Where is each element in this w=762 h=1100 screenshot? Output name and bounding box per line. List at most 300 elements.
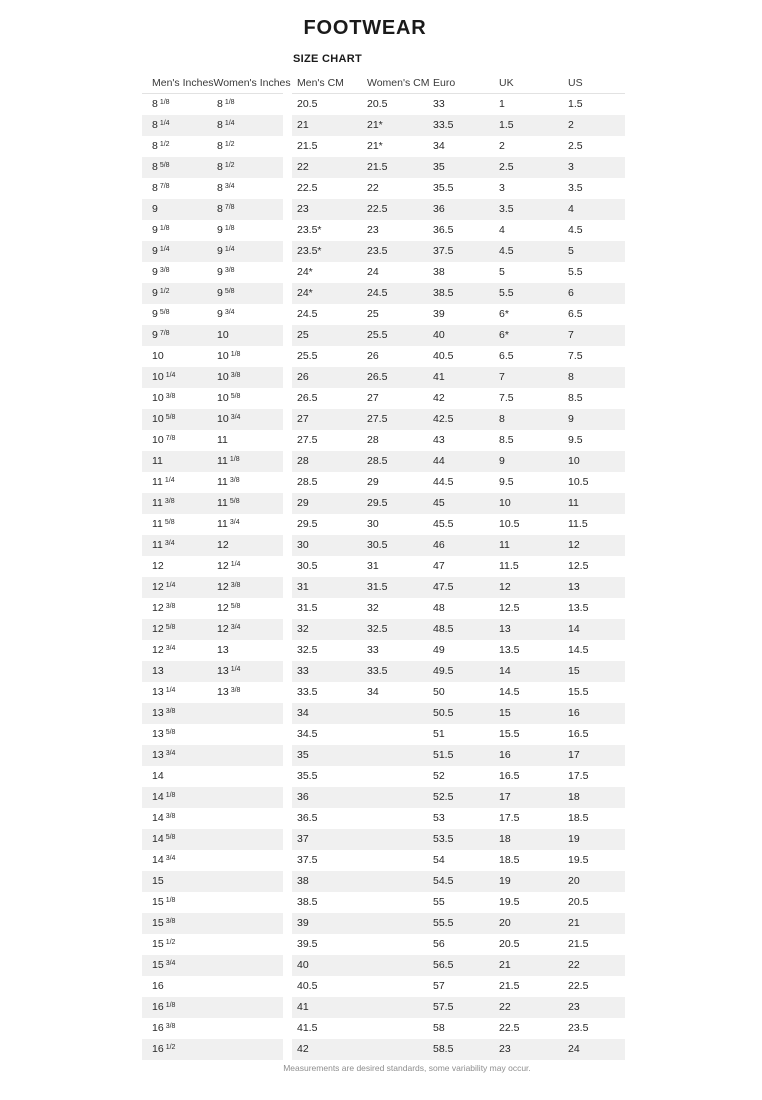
table-cell [362, 745, 428, 766]
table-cell [217, 829, 283, 850]
table-cell: 14 $^{3/4}$ [152, 854, 176, 866]
table-cell: 11 $^{3/4}$ [152, 539, 175, 551]
table-cell: 13 $^{1/4}$ [152, 686, 176, 698]
table-cell [217, 871, 283, 892]
table-cell: 9 $^{3/8}$ [217, 266, 235, 278]
table-row [292, 787, 625, 808]
table-cell: 10 $^{7/8}$ [152, 434, 176, 446]
table-cell: 9 $^{1/2}$ [152, 287, 170, 299]
table-cell: 30 [367, 518, 379, 530]
table-cell: 21 [297, 119, 309, 131]
table-cell: 43 [433, 434, 445, 446]
table-cell: 38 [433, 266, 445, 278]
table-cell: 12.5 [499, 602, 520, 614]
table-cell: 56.5 [433, 959, 454, 971]
table-cell: 13.5 [568, 602, 589, 614]
table-cell: 11.5 [499, 560, 519, 572]
table-cell: 15 [152, 875, 164, 887]
table-cell: 41.5 [297, 1022, 318, 1034]
table-row [142, 682, 283, 703]
table-cell: 17.5 [568, 770, 589, 782]
table-row [292, 934, 625, 955]
table-cell: 28.5 [367, 455, 388, 467]
table-row [142, 997, 283, 1018]
table-row [142, 283, 283, 304]
table-cell: 35.5 [297, 770, 318, 782]
column-header-us: US [568, 77, 583, 89]
table-cell: 8 $^{1/2}$ [217, 161, 235, 173]
table-cell: 11 [217, 434, 228, 446]
table-cell: 15 $^{3/4}$ [152, 959, 176, 971]
table-row [292, 325, 625, 346]
table-cell: 52.5 [433, 791, 454, 803]
table-row [142, 829, 283, 850]
page-title: FOOTWEAR [303, 17, 427, 39]
table-row [142, 115, 283, 136]
table-cell: 18 [568, 791, 580, 803]
table-cell: 9 $^{3/8}$ [152, 266, 170, 278]
table-cell [362, 766, 428, 787]
table-cell: 10 $^{3/8}$ [152, 392, 176, 404]
table-cell: 14 $^{5/8}$ [152, 833, 176, 845]
table-row [142, 892, 283, 913]
table-cell: 23.5 [568, 1022, 589, 1034]
table-cell: 12 $^{3/8}$ [152, 602, 176, 614]
table-cell: 29 [367, 476, 379, 488]
table-row [292, 535, 625, 556]
table-cell: 15.5 [568, 686, 589, 698]
table-row [142, 409, 283, 430]
table-row [292, 283, 625, 304]
table-row [292, 241, 625, 262]
table-cell: 15 [568, 665, 580, 677]
table-cell: 40 [433, 329, 445, 341]
table-cell: 13 $^{3/8}$ [152, 707, 176, 719]
table-cell: 48.5 [433, 623, 454, 635]
table-row [142, 1018, 283, 1039]
table-cell: 2.5 [568, 140, 583, 152]
table-cell: 13 [499, 623, 511, 635]
table-cell: 16 [152, 980, 164, 992]
table-cell: 54 [433, 854, 445, 866]
table-cell [217, 892, 283, 913]
table-cell: 13 $^{3/8}$ [217, 686, 241, 698]
table-cell: 22 [367, 182, 379, 194]
table-row [142, 577, 283, 598]
table-cell: 24* [297, 266, 313, 278]
table-row [292, 388, 625, 409]
table-row [292, 766, 625, 787]
table-row [142, 766, 283, 787]
table-cell: 16 $^{3/8}$ [152, 1022, 176, 1034]
table-cell: 5 [499, 266, 505, 278]
table-row [142, 598, 283, 619]
table-cell: 19 [499, 875, 511, 887]
table-cell: 26.5 [297, 392, 318, 404]
table-cell: 13 [568, 581, 580, 593]
table-row [292, 640, 625, 661]
table-cell: 10 $^{3/4}$ [217, 413, 241, 425]
table-row [142, 325, 283, 346]
table-cell [362, 1018, 428, 1039]
table-cell: 16.5 [568, 728, 589, 740]
table-cell: 13.5 [499, 644, 520, 656]
table-cell: 10 $^{1/4}$ [152, 371, 176, 383]
table-row [142, 472, 283, 493]
table-cell [362, 955, 428, 976]
table-cell: 39 [433, 308, 445, 320]
table-cell: 23.5 [367, 245, 388, 257]
table-cell: 25.5 [367, 329, 388, 341]
table-cell: 11.5 [568, 518, 588, 530]
table-cell: 24 [367, 266, 379, 278]
table-row [142, 955, 283, 976]
table-cell: 19.5 [499, 896, 520, 908]
table-cell: 11 $^{1/8}$ [217, 455, 240, 467]
table-cell: 9.5 [568, 434, 583, 446]
table-cell: 22.5 [568, 980, 589, 992]
table-cell [362, 829, 428, 850]
table-cell: 29 [297, 497, 309, 509]
table-cell: 34 [367, 686, 379, 698]
table-row [292, 808, 625, 829]
table-row [142, 787, 283, 808]
table-row [142, 493, 283, 514]
table-cell: 25.5 [297, 350, 318, 362]
table-row [292, 829, 625, 850]
table-cell: 19 [568, 833, 580, 845]
table-cell [217, 808, 283, 829]
table-cell: 9 [152, 203, 158, 215]
table-cell: 7 [499, 371, 505, 383]
table-cell: 22 [568, 959, 580, 971]
table-cell: 7.5 [568, 350, 583, 362]
table-cell: 13 [152, 665, 164, 677]
table-row [142, 262, 283, 283]
table-cell: 5 [568, 245, 574, 257]
table-row [142, 619, 283, 640]
table-row [142, 1039, 283, 1060]
table-cell: 8.5 [568, 392, 583, 404]
table-cell [217, 787, 283, 808]
table-cell: 49.5 [433, 665, 454, 677]
table-cell: 15 [499, 707, 511, 719]
table-row [142, 976, 283, 997]
table-cell [362, 724, 428, 745]
table-cell: 9 $^{7/8}$ [152, 329, 170, 341]
table-cell: 21* [367, 119, 383, 131]
table-cell: 5.5 [499, 287, 514, 299]
table-cell: 28 [297, 455, 309, 467]
table-cell: 12 $^{1/4}$ [152, 581, 176, 593]
table-cell: 10 [217, 329, 229, 341]
table-cell: 8 $^{1/4}$ [152, 119, 170, 131]
table-cell [217, 1018, 283, 1039]
table-cell: 18.5 [568, 812, 589, 824]
table-cell [217, 745, 283, 766]
table-cell: 58 [433, 1022, 445, 1034]
table-cell: 35.5 [433, 182, 454, 194]
table-row [292, 619, 625, 640]
table-row [292, 1039, 625, 1060]
table-cell: 26.5 [367, 371, 388, 383]
table-cell: 10 $^{1/8}$ [217, 350, 241, 362]
table-cell: 33 [297, 665, 309, 677]
table-cell: 10 [568, 455, 580, 467]
table-cell: 11 $^{3/8}$ [152, 497, 175, 509]
table-cell: 56 [433, 938, 445, 950]
table-row [292, 682, 625, 703]
table-cell: 2.5 [499, 161, 514, 173]
table-cell [217, 913, 283, 934]
table-header-row [142, 73, 291, 94]
table-cell: 45 [433, 497, 445, 509]
table-cell: 16 $^{1/8}$ [152, 1001, 176, 1013]
table-cell: 4.5 [568, 224, 583, 236]
table-cell [217, 766, 283, 787]
table-row [142, 535, 283, 556]
table-cell: 34 [433, 140, 445, 152]
table-cell: 12 $^{1/4}$ [217, 560, 241, 572]
table-row [292, 913, 625, 934]
table-cell: 23.5* [297, 224, 322, 236]
table-cell: 4 [568, 203, 574, 215]
table-cell: 34.5 [297, 728, 318, 740]
table-cell: 20.5 [499, 938, 520, 950]
table-row [292, 997, 625, 1018]
table-cell: 32.5 [367, 623, 388, 635]
table-cell: 51 [433, 728, 445, 740]
size-chart-heading: SIZE CHART [293, 53, 362, 65]
table-row [142, 808, 283, 829]
table-cell: 40.5 [297, 980, 318, 992]
table-row [292, 115, 625, 136]
table-cell: 46 [433, 539, 445, 551]
table-row [292, 556, 625, 577]
table-cell: 21 [568, 917, 580, 929]
table-cell: 25 [297, 329, 309, 341]
cm-table-body [292, 94, 625, 1060]
table-cell: 1.5 [568, 98, 583, 110]
table-cell: 44 [433, 455, 445, 467]
table-cell: 21* [367, 140, 383, 152]
table-cell: 36.5 [433, 224, 454, 236]
table-cell: 9 $^{1/8}$ [217, 224, 235, 236]
table-cell: 41 [433, 371, 445, 383]
table-cell: 34 [297, 707, 309, 719]
table-row [292, 892, 625, 913]
table-cell: 14.5 [568, 644, 589, 656]
table-cell: 12 [217, 539, 229, 551]
table-cell: 53.5 [433, 833, 454, 845]
table-cell: 8 $^{1/2}$ [152, 140, 170, 152]
table-row [142, 640, 283, 661]
table-header-row [292, 73, 625, 94]
table-cell: 57 [433, 980, 445, 992]
table-cell: 20.5 [367, 98, 388, 110]
table-cell: 33.5 [297, 686, 318, 698]
table-cell: 8 $^{1/2}$ [217, 140, 235, 152]
inches-table-body [142, 94, 283, 1060]
table-cell: 8 $^{7/8}$ [152, 182, 170, 194]
table-cell: 6.5 [499, 350, 514, 362]
table-cell: 12 [568, 539, 580, 551]
table-cell: 12 [499, 581, 511, 593]
table-cell: 18.5 [499, 854, 520, 866]
table-cell: 30.5 [297, 560, 318, 572]
table-cell [362, 892, 428, 913]
table-cell: 22.5 [499, 1022, 520, 1034]
table-row [292, 220, 625, 241]
table-cell: 10 $^{3/8}$ [217, 371, 241, 383]
table-cell: 24.5 [297, 308, 318, 320]
table-cell [362, 787, 428, 808]
column-header-womens-cm: Women's CM [367, 77, 430, 89]
table-cell: 23 [568, 1001, 580, 1013]
table-cell: 10 [499, 497, 511, 509]
table-cell: 22 [297, 161, 309, 173]
table-cell: 10.5 [568, 476, 589, 488]
table-cell: 20 [568, 875, 580, 887]
table-cell: 27 [297, 413, 309, 425]
table-cell: 13 $^{5/8}$ [152, 728, 176, 740]
table-row [292, 871, 625, 892]
table-cell: 13 [217, 644, 229, 656]
table-row [292, 304, 625, 325]
table-cell: 37.5 [297, 854, 318, 866]
table-cell: 12 $^{3/4}$ [217, 623, 241, 635]
table-cell: 11 [568, 497, 579, 509]
table-cell: 47 [433, 560, 445, 572]
table-cell: 14 $^{3/8}$ [152, 812, 176, 824]
table-cell: 10 [152, 350, 164, 362]
table-cell: 28 [367, 434, 379, 446]
table-row [142, 451, 283, 472]
table-cell: 17 [499, 791, 511, 803]
table-cell: 23.5* [297, 245, 322, 257]
table-cell: 9 $^{3/4}$ [217, 308, 235, 320]
table-cell: 15 $^{1/8}$ [152, 896, 176, 908]
table-cell [217, 850, 283, 871]
table-cell: 38.5 [297, 896, 318, 908]
table-cell: 58.5 [433, 1043, 454, 1055]
table-cell: 50 [433, 686, 445, 698]
table-cell: 41 [297, 1001, 309, 1013]
table-cell: 12 $^{3/4}$ [152, 644, 176, 656]
table-cell: 9 $^{1/4}$ [217, 245, 235, 257]
table-cell: 55 [433, 896, 445, 908]
table-row [292, 493, 625, 514]
table-row [292, 598, 625, 619]
table-cell: 35 [297, 749, 309, 761]
table-cell: 11 [499, 539, 510, 551]
table-row [292, 136, 625, 157]
table-cell: 17.5 [499, 812, 520, 824]
column-header-mens-cm: Men's CM [297, 77, 344, 89]
table-cell: 14 [152, 770, 164, 782]
table-cell: 37 [297, 833, 309, 845]
table-cell: 13 $^{1/4}$ [217, 665, 241, 677]
table-cell: 30.5 [367, 539, 388, 551]
table-row [292, 430, 625, 451]
table-row [142, 388, 283, 409]
table-cell: 40 [297, 959, 309, 971]
table-row [142, 367, 283, 388]
table-cell: 8 $^{1/8}$ [217, 98, 235, 110]
table-cell: 2 [568, 119, 574, 131]
table-cell: 12 $^{3/8}$ [217, 581, 241, 593]
table-cell: 31 [367, 560, 379, 572]
table-row [292, 199, 625, 220]
table-row [142, 913, 283, 934]
table-row [292, 514, 625, 535]
table-cell: 24* [297, 287, 313, 299]
table-cell: 9.5 [499, 476, 514, 488]
table-cell: 12 $^{5/8}$ [152, 623, 176, 635]
table-cell: 14 $^{1/8}$ [152, 791, 176, 803]
table-cell: 42.5 [433, 413, 454, 425]
table-cell: 27.5 [297, 434, 318, 446]
size-table-cm-section [292, 73, 625, 1060]
table-cell: 16.5 [499, 770, 520, 782]
table-cell: 32 [367, 602, 379, 614]
table-cell: 2 [499, 140, 505, 152]
column-header-mens-inches: Men's Inches [152, 77, 214, 89]
table-cell: 8.5 [499, 434, 514, 446]
table-cell: 10 $^{5/8}$ [152, 413, 176, 425]
table-cell: 57.5 [433, 1001, 454, 1013]
table-cell: 18 [499, 833, 511, 845]
table-row [142, 556, 283, 577]
table-cell: 24 [568, 1043, 580, 1055]
table-row [142, 220, 283, 241]
table-cell: 33 [433, 98, 445, 110]
table-cell: 17 [568, 749, 580, 761]
table-cell: 36 [433, 203, 445, 215]
table-cell: 37.5 [433, 245, 454, 257]
table-row [292, 346, 625, 367]
table-cell: 11 $^{3/8}$ [217, 476, 240, 488]
table-cell: 20.5 [568, 896, 589, 908]
table-cell: 51.5 [433, 749, 454, 761]
table-cell: 23 [367, 224, 379, 236]
table-cell: 9 $^{1/8}$ [152, 224, 170, 236]
table-cell: 1.5 [499, 119, 514, 131]
table-cell [362, 976, 428, 997]
table-row [142, 724, 283, 745]
table-cell: 47.5 [433, 581, 454, 593]
table-row [292, 577, 625, 598]
table-row [142, 346, 283, 367]
table-cell: 53 [433, 812, 445, 824]
table-cell: 33.5 [367, 665, 388, 677]
table-cell: 31.5 [367, 581, 388, 593]
table-cell: 52 [433, 770, 445, 782]
table-cell: 8 $^{5/8}$ [152, 161, 170, 173]
table-row [142, 178, 283, 199]
table-cell: 21.5 [568, 938, 589, 950]
table-cell: 11 $^{1/4}$ [152, 476, 175, 488]
table-cell: 23 [297, 203, 309, 215]
table-cell: 8 [568, 371, 574, 383]
table-cell: 11 $^{3/4}$ [217, 518, 240, 530]
table-cell: 7 [568, 329, 574, 341]
table-cell: 11 $^{5/8}$ [217, 497, 240, 509]
table-cell: 33 [367, 644, 379, 656]
table-cell: 55.5 [433, 917, 454, 929]
table-cell [362, 934, 428, 955]
table-cell [217, 955, 283, 976]
